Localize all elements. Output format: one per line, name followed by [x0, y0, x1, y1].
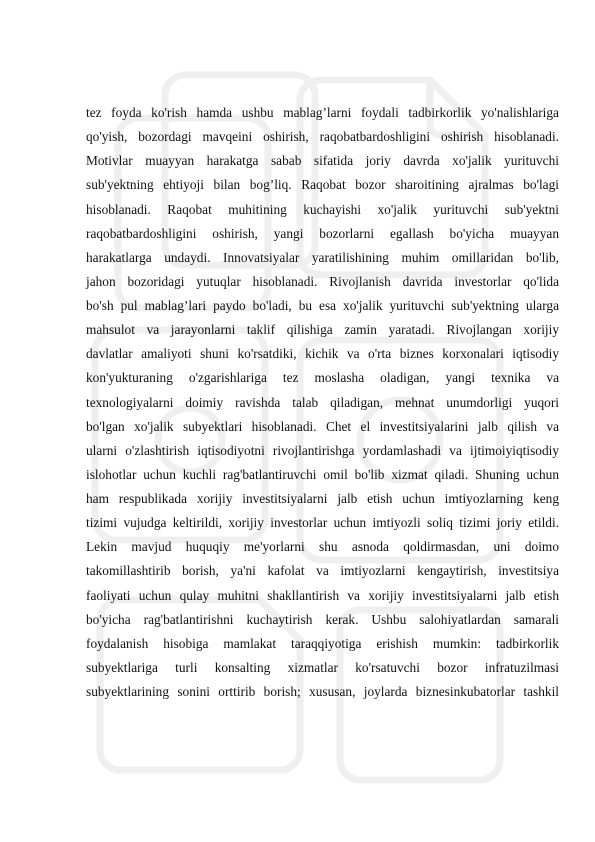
text-line: sub'yektning ehtiyoji bilan bog’liq. Raqobat bozor sharoitining ajralmas bo'lagi [86, 177, 559, 193]
text-line: foydalanish hisobiga mamlakat taraqqiyotiga erishish mumkin: tadbirkorlik [86, 635, 559, 651]
text-line: takomillashtirib borish, ya'ni kafolat va imtiyozlarni kengaytirish, investitsiya [86, 563, 559, 579]
text-line: islohotlar uchun kuchli rag'batlantiruvchi omil bo'lib xizmat qiladi. Shuning uchun [86, 466, 559, 482]
text-line: Lekin mavjud huquqiy me'yorlarni shu asnoda qoldirmasdan, uni doimo [86, 539, 559, 555]
text-line: jahon bozoridagi yutuqlar hisoblanadi. Rivojlanish davrida investorlar qo'lida [86, 273, 559, 289]
text-line: harakatlarga undaydi. Innovatsiyalar yaratilishining muhim omillaridan bo'lib, [86, 249, 559, 265]
text-line: ham respublikada xorijiy investitsiyalarni jalb etish uchun imtiyozlarning keng [86, 491, 559, 506]
text-line: tez foyda ko'rish hamda ushbu mablag’larni foydali tadbirkorlik yo'nalishlariga [86, 105, 559, 120]
text-line: bo'lgan xo'jalik subyektlari hisoblanadi. Chet el investitsiyalarini jalb qilish va [86, 418, 559, 434]
text-line: Motivlar muayyan harakatga sabab sifatida joriy davrda xo'jalik yurituvchi [86, 153, 559, 169]
text-line: ularni o'zlashtirish iqtisodiyotni rivojlantirishga yordamlashadi va ijtimoiyiqtisodiy [86, 442, 559, 458]
text-line: hisoblanadi. Raqobat muhitining kuchayishi xo'jalik yurituvchi sub'yektni [86, 201, 559, 217]
document-body [86, 101, 559, 704]
text-line: subyektlarining sonini orttirib borish; xususan, joylarda biznesinkubatorlar tashkil [86, 684, 559, 699]
text-line: qo'yish, bozordagi mavqeini oshirish, raqobatbardoshligini oshirish hisoblanadi. [86, 129, 559, 145]
text-line: subyektlariga turli konsalting xizmatlar ko'rsatuvchi bozor infratuzilmasi [86, 659, 559, 675]
text-line: texnologiyalarni doimiy ravishda talab qiladigan, mehnat unumdorligi yuqori [86, 394, 559, 410]
text-line: bo'yicha rag'batlantirishni kuchaytirish kerak. Ushbu salohiyatlardan samarali [86, 611, 559, 627]
text-line: mahsulot va jarayonlarni taklif qilishiga zamin yaratadi. Rivojlangan xorijiy [86, 322, 559, 338]
text-line: faoliyati uchun qulay muhitni shakllantirish va xorijiy investitsiyalarni jalb etish [86, 587, 559, 603]
text-line: kon'yukturaning o'zgarishlariga tez moslasha oladigan, yangi texnika va [86, 370, 559, 386]
text-line: davlatlar amaliyoti shuni ko'rsatdiki, kichik va o'rta biznes korxonalari iqtisodiy [86, 346, 559, 362]
text-line: raqobatbardoshligini oshirish, yangi bozorlarni egallash bo'yicha muayyan [86, 225, 559, 241]
text-line: tizimi vujudga keltirildi, xorijiy investorlar uchun imtiyozli soliq tizimi joriy etildi. [86, 515, 559, 531]
text-line: bo'sh pul mablag’lari paydo bo'ladi, bu esa xo'jalik yurituvchi sub'yektning ularga [86, 298, 559, 313]
